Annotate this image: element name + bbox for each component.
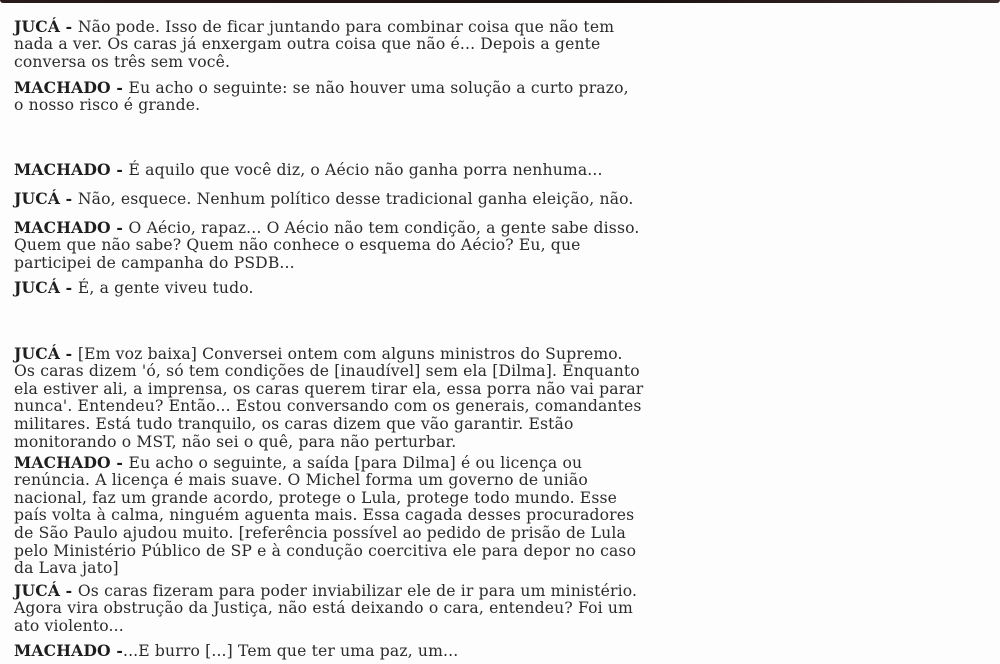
speaker-name: MACHADO: [14, 640, 111, 660]
speech-text: O Aécio, rapaz... O Aécio não tem condição, a gente sabe disso. Quem que não sabe? Quem não conhece o esquema do Aécio? Eu, que participei de campanha do PSDB...: [14, 218, 640, 272]
speaker-name: JUCÁ: [14, 188, 61, 208]
speech-text: Eu acho o seguinte, a saída [para Dilma] é ou licença ou renúncia. A licença é mais suave. O Michel forma um governo de união nacional, faz um grande acordo, protege o Lula, protege todo mundo. Esse país volta à calma, ninguém aguenta mais. Essa cagada desses procuradores de São Paulo ajudou muito. [referência possível ao pedido de prisão de Lula pelo Ministério Público de SP e à condução coercitiva ele para depor no caso da Lava jato]: [14, 453, 637, 578]
speaker-separator: -: [60, 188, 78, 208]
speaker-separator: -: [110, 217, 129, 237]
transcript-entry: [14, 624, 458, 660]
speech-text: É, a gente viveu tudo.: [77, 278, 254, 297]
speech-text: É aquilo que você diz, o Aécio não ganha porra nenhuma...: [128, 160, 603, 179]
transcript-entry: [14, 327, 643, 451]
speech-text: [Em voz baixa] Conversei ontem com alguns ministros do Supremo. Os caras dizem 'ó, só tem condições de [inaudível] sem ela [Dilma]. Enquanto ela estiver ali, a imprensa, os caras querem tirar ela, essa porra não vai parar nunca'. Entendeu? Então... Estou conversando com os generais, comandantes militares. Está tudo tranquilo, os caras dizem que vão garantir. Estão monitorando o MST, não sei o quê, para não perturbar.: [14, 344, 644, 451]
transcript-entry: [14, 261, 254, 297]
speaker-name: MACHADO: [14, 77, 111, 97]
speech-text: ...E burro [...] Tem que ter uma paz, um...: [122, 641, 459, 660]
speaker-separator: -: [60, 580, 78, 600]
speaker-name: MACHADO: [14, 159, 111, 179]
speaker-separator: -: [60, 277, 78, 297]
transcript-entry: [14, 436, 636, 578]
speaker-separator: -: [110, 452, 129, 472]
speaker-name: JUCÁ: [14, 580, 61, 600]
speaker-separator: -: [110, 77, 129, 97]
speech-text: Os caras fizeram para poder inviabilizar ele de ir para um ministério. Agora vira obstrução da Justiça, não está deixando o cara, entendeu? Foi um ato violento...: [14, 581, 638, 635]
speaker-name: JUCÁ: [14, 277, 61, 297]
speech-text: Não pode. Isso de ficar juntando para combinar coisa que não tem nada a ver. Os caras já enxergam outra coisa que não é... Depois a gente conversa os três sem você.: [14, 17, 615, 71]
speech-text: Não, esquece. Nenhum político desse tradicional ganha eleição, não.: [77, 189, 634, 208]
speaker-name: JUCÁ: [14, 343, 61, 363]
speech-text: Eu acho o seguinte: se não houver uma solução a curto prazo, o nosso risco é grande.: [14, 78, 629, 115]
speaker-name: MACHADO: [14, 217, 111, 237]
transcript-entry: [14, 61, 629, 115]
speaker-separator: -: [110, 640, 123, 660]
speaker-separator: -: [60, 343, 78, 363]
speaker-name: JUCÁ: [14, 16, 61, 36]
speaker-name: MACHADO: [14, 452, 111, 472]
speaker-separator: -: [60, 16, 78, 36]
speaker-separator: -: [110, 159, 129, 179]
